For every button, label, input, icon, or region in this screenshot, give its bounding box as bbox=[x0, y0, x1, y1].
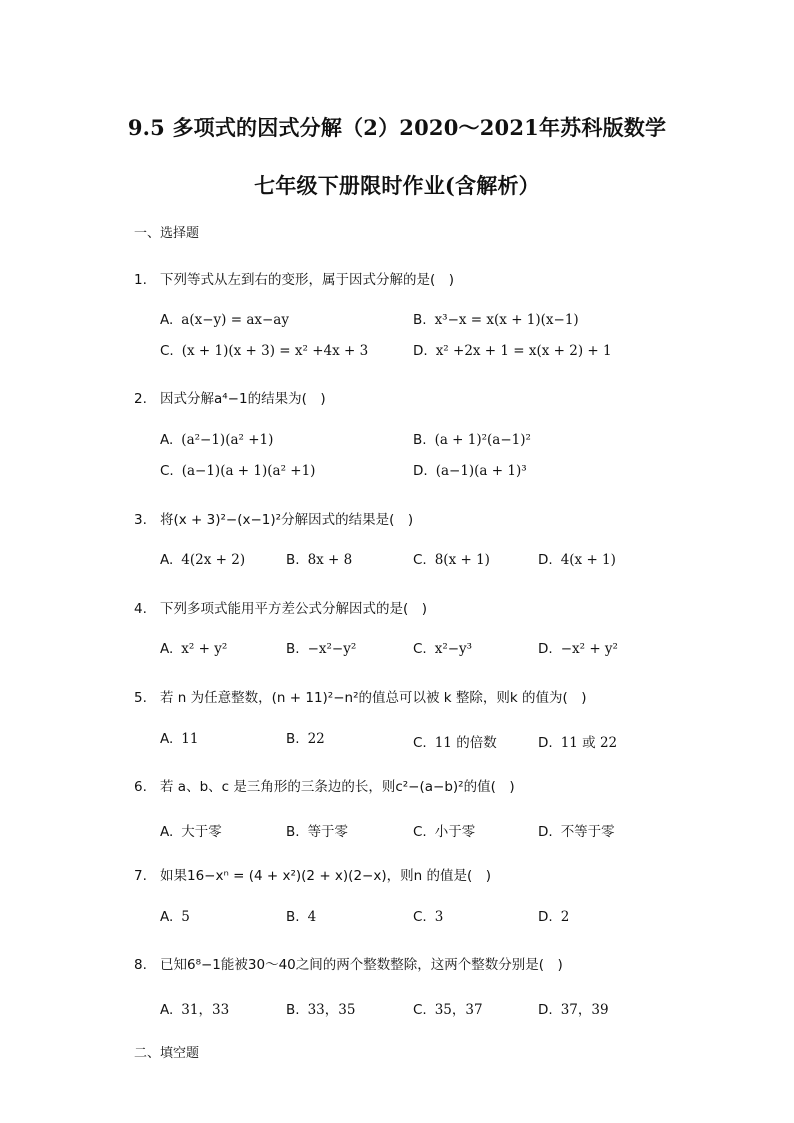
option-a bbox=[160, 909, 190, 925]
option-letter: C. bbox=[413, 735, 427, 751]
option-letter: B. bbox=[413, 432, 427, 448]
option-text: 2 bbox=[560, 909, 570, 925]
option-letter: D. bbox=[538, 824, 553, 840]
option-b bbox=[286, 998, 355, 1018]
option-letter: C. bbox=[160, 463, 174, 479]
option-text: 11 的倍数 bbox=[434, 735, 497, 751]
option-text: (a + 1)²(a−1)² bbox=[434, 432, 531, 448]
option-letter: A. bbox=[160, 432, 174, 448]
option-letter: D. bbox=[538, 1002, 553, 1018]
option-letter: A. bbox=[160, 824, 174, 840]
option-d bbox=[538, 820, 615, 840]
question-3 bbox=[134, 508, 413, 528]
option-letter: B. bbox=[286, 909, 300, 925]
question-6 bbox=[134, 775, 515, 795]
question-number: 3. bbox=[134, 512, 147, 528]
option-c bbox=[413, 731, 497, 751]
question-8 bbox=[134, 953, 563, 973]
option-text: 小于零 bbox=[434, 824, 476, 840]
question-number: 6. bbox=[134, 779, 147, 795]
option-a bbox=[160, 998, 229, 1018]
option-text: (a−1)(a + 1)(a² +1) bbox=[181, 463, 316, 479]
option-text: 35，37 bbox=[434, 1002, 483, 1018]
option-b bbox=[286, 731, 325, 747]
option-text: 等于零 bbox=[307, 824, 349, 840]
option-d bbox=[413, 463, 527, 479]
question-1 bbox=[134, 268, 454, 288]
option-text: 不等于零 bbox=[560, 824, 615, 840]
question-text: 将(x + 3)²−(x−1)²分解因式的结果是( ) bbox=[160, 512, 414, 528]
option-text: 22 bbox=[307, 731, 325, 747]
question-text: 若 a、b、c 是三角形的三条边的长，则c²−(a−b)²的值( ) bbox=[160, 779, 515, 795]
option-text: 3 bbox=[434, 909, 444, 925]
option-letter: C. bbox=[413, 641, 427, 657]
option-a bbox=[160, 641, 227, 657]
option-a bbox=[160, 432, 273, 448]
option-c bbox=[160, 343, 368, 359]
option-letter: A. bbox=[160, 641, 174, 657]
question-5 bbox=[134, 686, 587, 706]
option-b bbox=[286, 641, 356, 657]
question-number: 5. bbox=[134, 690, 147, 706]
option-c bbox=[413, 998, 483, 1018]
question-number: 8. bbox=[134, 957, 147, 973]
option-c bbox=[413, 641, 472, 657]
option-letter: B. bbox=[413, 312, 427, 328]
option-text: x²−y³ bbox=[434, 641, 473, 657]
question-7 bbox=[134, 864, 491, 884]
option-letter: C. bbox=[413, 1002, 427, 1018]
option-letter: B. bbox=[286, 641, 300, 657]
option-c bbox=[413, 909, 443, 925]
question-text: 若 n 为任意整数，(n + 11)²−n²的值总可以被 k 整除，则k 的值为( ) bbox=[160, 690, 587, 706]
option-letter: C. bbox=[413, 824, 427, 840]
option-c bbox=[413, 552, 490, 568]
option-letter: A. bbox=[160, 552, 174, 568]
section-heading-fill-in: 二、填空题 bbox=[134, 1046, 200, 1061]
option-letter: C. bbox=[160, 343, 174, 359]
option-letter: D. bbox=[413, 343, 428, 359]
question-2 bbox=[134, 387, 326, 407]
option-letter: B. bbox=[286, 731, 300, 747]
option-b bbox=[413, 312, 579, 328]
option-text: x³−x = x(x + 1)(x−1) bbox=[434, 312, 579, 328]
option-text: 4(x + 1) bbox=[560, 552, 616, 568]
option-letter: D. bbox=[538, 552, 553, 568]
option-text: (a²−1)(a² +1) bbox=[181, 432, 274, 448]
option-letter: B. bbox=[286, 824, 300, 840]
question-number: 4. bbox=[134, 601, 147, 617]
option-text: 11 bbox=[181, 731, 199, 747]
option-text: 4(2x + 2) bbox=[181, 552, 246, 568]
option-c bbox=[413, 820, 475, 840]
option-text: −x² + y² bbox=[560, 641, 618, 657]
option-letter: A. bbox=[160, 312, 174, 328]
option-text: 5 bbox=[181, 909, 190, 925]
option-text: (x + 1)(x + 3) = x² +4x + 3 bbox=[181, 343, 369, 359]
question-text: 因式分解a⁴−1的结果为( ) bbox=[160, 391, 326, 407]
option-text: 31，33 bbox=[181, 1002, 230, 1018]
question-text: 下列等式从左到右的变形，属于因式分解的是( ) bbox=[160, 272, 455, 288]
option-text: −x²−y² bbox=[307, 641, 357, 657]
option-text: 37，39 bbox=[560, 1002, 609, 1018]
option-text: x² +2x + 1 = x(x + 2) + 1 bbox=[435, 343, 612, 359]
option-letter: D. bbox=[413, 463, 428, 479]
option-text: 33，35 bbox=[307, 1002, 356, 1018]
option-a bbox=[160, 731, 198, 747]
option-a bbox=[160, 312, 289, 328]
option-b bbox=[286, 909, 316, 925]
question-number: 1. bbox=[134, 272, 147, 288]
option-text: x² + y² bbox=[181, 641, 228, 657]
option-d bbox=[538, 909, 569, 925]
option-d bbox=[538, 998, 609, 1018]
option-letter: B. bbox=[286, 552, 300, 568]
option-letter: A. bbox=[160, 1002, 174, 1018]
option-text: (a−1)(a + 1)³ bbox=[435, 463, 527, 479]
option-a bbox=[160, 820, 222, 840]
option-b bbox=[286, 820, 348, 840]
option-c bbox=[160, 463, 315, 479]
option-letter: A. bbox=[160, 731, 174, 747]
question-4 bbox=[134, 597, 427, 617]
option-d bbox=[538, 731, 617, 751]
option-letter: C. bbox=[413, 552, 427, 568]
option-text: 8x + 8 bbox=[307, 552, 353, 568]
option-text: 8(x + 1) bbox=[434, 552, 490, 568]
option-letter: C. bbox=[413, 909, 427, 925]
document-title-line-2: 七年级下册限时作业(含解析） bbox=[254, 173, 540, 198]
option-b bbox=[286, 552, 352, 568]
question-number: 7. bbox=[134, 868, 147, 884]
document-title-line-1: 9.5 多项式的因式分解（2）2020～2021年苏科版数学 bbox=[127, 115, 667, 140]
question-text: 如果16−xⁿ = (4 + x²)(2 + x)(2−x)，则n 的值是( ) bbox=[160, 868, 491, 884]
option-letter: B. bbox=[286, 1002, 300, 1018]
question-number: 2. bbox=[134, 391, 147, 407]
option-letter: D. bbox=[538, 909, 553, 925]
option-d bbox=[538, 641, 618, 657]
option-d bbox=[413, 343, 612, 359]
option-letter: A. bbox=[160, 909, 174, 925]
option-letter: D. bbox=[538, 641, 553, 657]
option-b bbox=[413, 432, 531, 448]
section-heading-choice: 一、选择题 bbox=[134, 226, 200, 241]
option-a bbox=[160, 552, 245, 568]
question-text: 下列多项式能用平方差公式分解因式的是( ) bbox=[160, 601, 428, 617]
option-text: a(x−y) = ax−ay bbox=[181, 312, 289, 328]
option-d bbox=[538, 552, 616, 568]
option-text: 4 bbox=[307, 909, 317, 925]
question-text: 已知6⁸−1能被30～40之间的两个整数整除，这两个整数分别是( ) bbox=[160, 957, 563, 973]
option-letter: D. bbox=[538, 735, 553, 751]
option-text: 大于零 bbox=[181, 824, 222, 840]
option-text: 11 或 22 bbox=[560, 735, 618, 751]
